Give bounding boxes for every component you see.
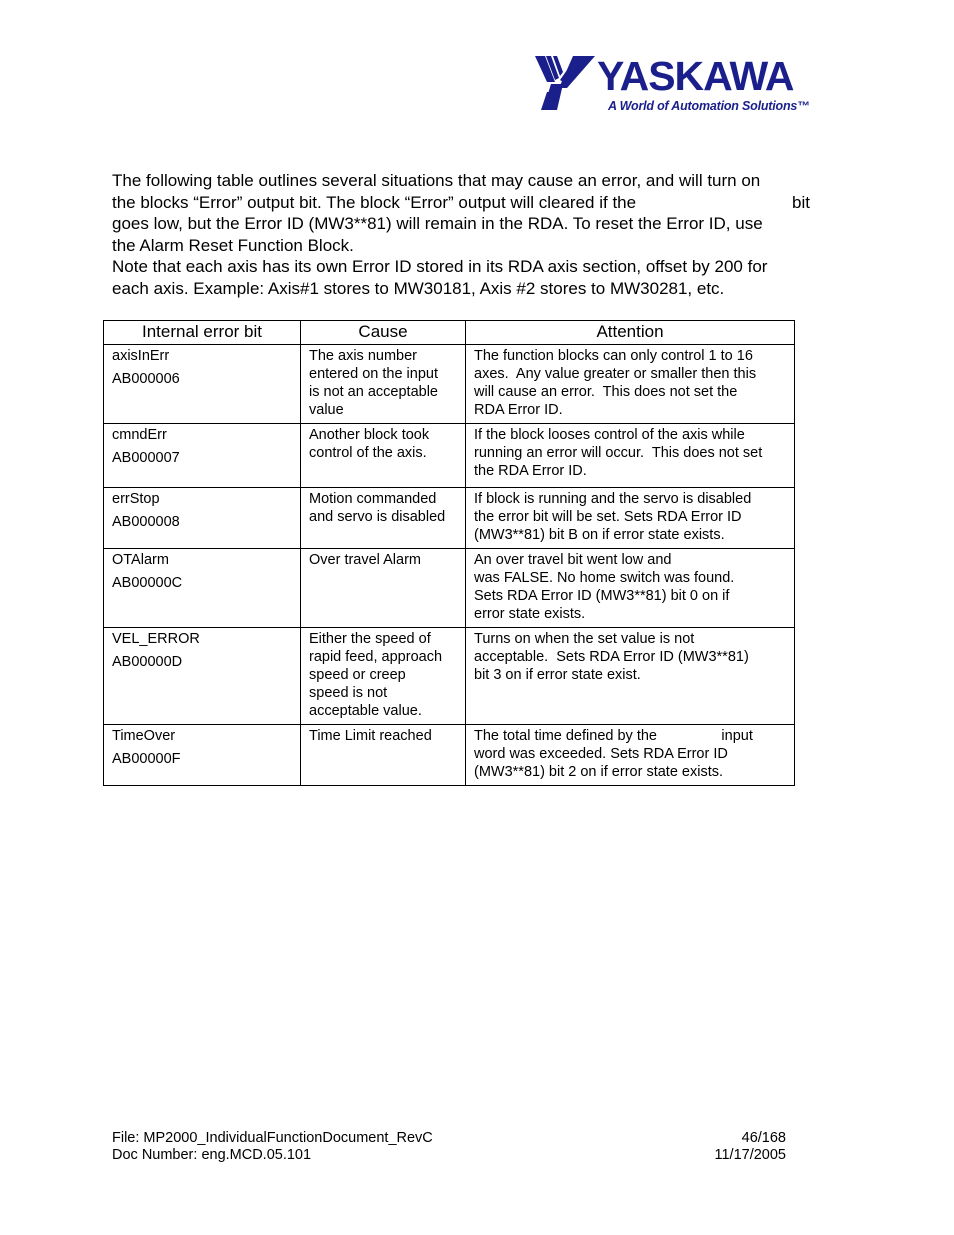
cell-attention [466,424,795,488]
intro-paragraph [112,170,852,299]
cell-cause [301,628,466,725]
yaskawa-y-mark-icon [533,52,597,114]
attention-line: running an error will occur. This does not set [474,445,763,461]
attention-line: RDA Error ID. [474,402,563,418]
cell-attention [466,488,795,549]
cell-attention [466,549,795,628]
attention-line: If the block looses control of the axis while [474,427,745,443]
header-attention: Attention [466,321,795,345]
error-bit-name: errStop [112,491,160,507]
cell-attention [466,628,795,725]
cause-line: Over travel Alarm [309,552,421,568]
error-bit-name: VEL_ERROR [112,631,200,647]
error-bit-address: AB00000C [112,574,183,591]
attention-line: acceptable. Sets RDA Error ID (MW3**81) [474,649,749,665]
attention-line: Turns on when the set value is not [474,631,695,647]
error-bit-name: TimeOver [112,728,176,744]
cell-cause [301,345,466,424]
attention-line: axes. Any value greater or smaller then this [474,366,757,382]
attention-line: the error bit will be set. Sets RDA Error ID [474,509,742,525]
attention-line: If block is running and the servo is disabled [474,491,752,507]
footer-page-number: 46/168 [741,1130,786,1146]
table-header-row [104,321,795,345]
intro-line-bit: bit [792,192,810,212]
intro-line: The following table outlines several situations that may cause an error, and will turn on [112,171,761,190]
cell-error-bit [104,424,301,488]
cell-cause [301,424,466,488]
attention-line: will cause an error. This does not set the [474,384,738,400]
attention-line: The total time defined by the input [474,728,753,744]
error-bit-name: cmndErr [112,427,167,443]
cell-cause [301,725,466,786]
attention-line: word was exceeded. Sets RDA Error ID [474,746,728,762]
cause-line: Another block took [309,427,430,443]
footer-file: File: MP2000_IndividualFunctionDocument_RevC [112,1130,433,1146]
intro-line: goes low, but the Error ID (MW3**81) will remain in the RDA. To reset the Error ID, use [112,214,763,233]
error-bit-name: axisInErr [112,348,170,364]
attention-line: The function blocks can only control 1 to 16 [474,348,753,364]
error-bit-address: AB00000F [112,750,181,767]
attention-line: was FALSE. No home switch was found. [474,570,735,586]
cell-error-bit [104,488,301,549]
intro-line-text: the blocks “Error” output bit. The block “Error” output will cleared if the [112,192,637,212]
error-bit-address: AB000006 [112,370,180,387]
table-row [104,549,795,628]
cell-cause [301,549,466,628]
page-footer [112,1130,786,1164]
attention-line: error state exists. [474,606,586,622]
error-table [103,320,795,786]
cause-line: Time Limit reached [309,728,432,744]
cell-error-bit [104,345,301,424]
intro-line: each axis. Example: Axis#1 stores to MW30181, Axis #2 stores to MW30281, etc. [112,278,725,298]
table-row [104,424,795,488]
attention-line: (MW3**81) bit B on if error state exists. [474,527,725,543]
cause-line: Either the speed of [309,631,431,647]
table-body [104,345,795,786]
cause-line: value [309,402,344,418]
cause-line: The axis number [309,348,417,364]
attention-line: the RDA Error ID. [474,463,587,479]
intro-line [112,192,852,214]
intro-line: the Alarm Reset Function Block. [112,235,354,255]
cause-line: speed or creep [309,667,406,683]
error-bit-address: AB000007 [112,449,180,466]
cause-line: entered on the input [309,366,438,382]
footer-doc-number: Doc Number: eng.MCD.05.101 [112,1147,312,1163]
error-bit-address: AB000008 [112,513,180,530]
cell-error-bit [104,549,301,628]
yaskawa-logo [533,52,823,122]
attention-line: (MW3**81) bit 2 on if error state exists. [474,764,723,780]
intro-line: Note that each axis has its own Error ID stored in its RDA axis section, offset by 200 for [112,257,768,276]
attention-line: Sets RDA Error ID (MW3**81) bit 0 on if [474,588,730,604]
cell-attention [466,725,795,786]
cell-error-bit [104,628,301,725]
cause-line: is not an acceptable [309,384,438,400]
attention-line: An over travel bit went low and [474,552,672,568]
table-row [104,345,795,424]
cause-line: rapid feed, approach [309,649,443,665]
header-internal-error-bit: Internal error bit [104,321,301,345]
error-bit-name: OTAlarm [112,552,169,568]
table-row [104,628,795,725]
cause-line: control of the axis. [309,445,427,461]
cause-line: acceptable value. [309,703,422,719]
brand-tagline: A World of Automation Solutions™ [608,99,810,113]
brand-name: YASKAWA [597,53,794,99]
cell-attention [466,345,795,424]
table-row [104,725,795,786]
attention-line: bit 3 on if error state exist. [474,667,641,683]
cell-error-bit [104,725,301,786]
table-row [104,488,795,549]
cause-line: and servo is disabled [309,509,446,525]
error-bit-address: AB00000D [112,653,183,670]
cell-cause [301,488,466,549]
cause-line: speed is not [309,685,388,701]
cause-line: Motion commanded [309,491,437,507]
footer-date: 11/17/2005 [714,1147,786,1163]
header-cause: Cause [301,321,466,345]
